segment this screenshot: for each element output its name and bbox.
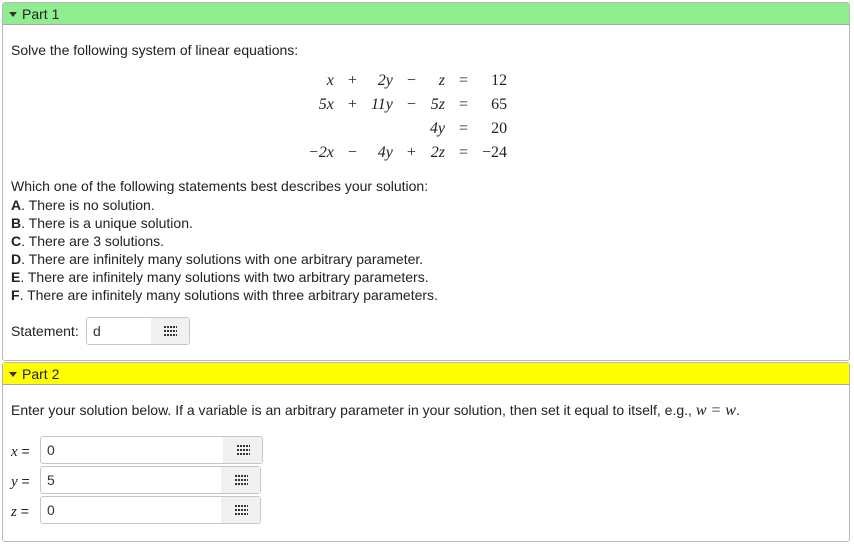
equation-cell-text: −2x — [308, 144, 334, 161]
equation-operator — [398, 69, 425, 93]
y-label — [11, 473, 30, 491]
equation-operator — [450, 93, 477, 117]
equation-constant — [477, 69, 512, 93]
equation-cell-text: = — [459, 120, 469, 137]
keyboard-grid-icon — [235, 475, 248, 485]
question-text: Which one of the following statements best describes your solution: — [11, 178, 429, 194]
y-answer-box — [40, 466, 261, 494]
statement-input[interactable]: d — [87, 318, 153, 344]
choice-item — [11, 196, 438, 214]
choice-text: . There are infinitely many solutions with one arbitrary parameter. — [21, 251, 424, 267]
part-2-instruction — [11, 402, 740, 420]
choice-list — [11, 196, 438, 304]
triangle-down-icon — [9, 12, 17, 17]
equation-term — [425, 141, 450, 165]
equation-operator — [339, 93, 366, 117]
equation-cell-text: − — [347, 144, 357, 161]
choice-item — [11, 250, 438, 268]
choice-text: . There are infinitely many solutions with two arbitrary parameters. — [20, 269, 429, 285]
equation-term — [366, 141, 398, 165]
equation-operator — [450, 69, 477, 93]
instruction-text: Enter your solution below. If a variable is an arbitrary parameter in your solution, then set it equal to itself, e.g., — [11, 402, 696, 418]
keyboard-grid-icon — [235, 505, 248, 515]
equation-row — [303, 141, 512, 165]
z-answer-box — [40, 496, 261, 524]
equation-system — [303, 69, 512, 165]
equation-operator — [339, 69, 366, 93]
keyboard-grid-icon — [164, 326, 177, 336]
equation-constant — [477, 117, 512, 141]
equation-cell-text: − — [406, 72, 416, 89]
equation-term — [366, 117, 398, 141]
choice-letter: D — [11, 251, 22, 267]
part-2-panel — [2, 362, 850, 542]
choice-item — [11, 232, 438, 250]
choice-item — [11, 268, 438, 286]
equation-cell-text: = — [459, 144, 469, 161]
z-eq: = — [16, 503, 29, 519]
equation-operator — [450, 141, 477, 165]
equation-row — [303, 69, 512, 93]
part-2-header[interactable] — [3, 363, 849, 385]
equation-term — [303, 141, 339, 165]
equation-cell-text: = — [459, 72, 469, 89]
x-var: x — [11, 444, 18, 460]
equation-cell-text: + — [406, 144, 416, 161]
choice-text: . There is no solution. — [21, 197, 155, 213]
equation-operator — [339, 117, 366, 141]
equation-operator — [398, 141, 425, 165]
part-1-title: Part 1 — [22, 6, 60, 22]
statement-keyboard-button[interactable] — [151, 318, 189, 344]
equation-cell-text: − — [406, 96, 416, 113]
equation-operator — [398, 93, 425, 117]
x-input[interactable]: 0 — [41, 437, 225, 463]
equation-cell-text: 65 — [491, 96, 508, 113]
statement-answer-box — [86, 317, 190, 345]
y-var: y — [11, 474, 18, 490]
choice-text: . There are 3 solutions. — [21, 233, 165, 249]
equation-constant — [477, 93, 512, 117]
equation-cell-text: 2z — [430, 144, 445, 161]
part-2-title: Part 2 — [22, 366, 60, 382]
choice-text: . There are infinitely many solutions with three arbitrary parameters. — [19, 287, 438, 303]
equation-cell-text: + — [347, 72, 357, 89]
choice-item — [11, 214, 438, 232]
part-1-prompt: Solve the following system of linear equations: — [11, 42, 299, 58]
equation-cell-text: 4y — [429, 120, 445, 137]
x-eq: = — [17, 443, 30, 459]
equation-operator — [339, 141, 366, 165]
equation-term — [366, 93, 398, 117]
equation-cell-text: 11y — [370, 96, 393, 113]
choice-letter: A — [11, 197, 22, 213]
z-var: z — [11, 504, 17, 520]
example-math: w = w — [695, 402, 736, 419]
choice-item — [11, 286, 438, 304]
choice-letter: B — [11, 215, 22, 231]
x-answer-box — [40, 436, 263, 464]
equation-term — [425, 69, 450, 93]
equation-term — [303, 69, 339, 93]
y-input[interactable]: 5 — [41, 467, 223, 493]
equation-row — [303, 117, 512, 141]
part-1-header[interactable] — [3, 3, 849, 25]
z-label — [11, 503, 29, 521]
x-keyboard-button[interactable] — [223, 437, 262, 463]
equation-cell-text: 2y — [377, 72, 393, 89]
equation-term — [425, 93, 450, 117]
instruction-end: . — [735, 402, 740, 418]
equation-cell-text: + — [347, 96, 357, 113]
equation-cell-text: 4y — [377, 144, 393, 161]
equation-cell-text: 20 — [491, 120, 508, 137]
choice-letter: F — [11, 287, 20, 303]
choice-letter: E — [11, 269, 21, 285]
triangle-down-icon — [9, 372, 17, 377]
equation-term — [366, 69, 398, 93]
equation-term — [303, 93, 339, 117]
equation-row — [303, 93, 512, 117]
equation-cell-text: = — [459, 96, 469, 113]
choice-letter: C — [11, 233, 22, 249]
equation-term — [303, 117, 339, 141]
choice-text: . There is a unique solution. — [21, 215, 193, 231]
z-input[interactable]: 0 — [41, 497, 223, 523]
equation-cell-text: 5x — [318, 96, 334, 113]
equation-constant — [477, 141, 512, 165]
equation-cell-text: 5z — [430, 96, 445, 113]
y-keyboard-button[interactable] — [221, 467, 260, 493]
equation-cell-text: −24 — [482, 144, 508, 161]
equation-operator — [450, 117, 477, 141]
z-keyboard-button[interactable] — [221, 497, 260, 523]
y-eq: = — [17, 473, 30, 489]
statement-label: Statement: — [11, 323, 79, 339]
x-label — [11, 443, 30, 461]
equation-term — [425, 117, 450, 141]
equation-cell-text: 12 — [491, 72, 508, 89]
equation-operator — [398, 117, 425, 141]
part-1-panel — [2, 2, 850, 361]
keyboard-grid-icon — [237, 445, 250, 455]
equation-cell-text: x — [326, 72, 334, 89]
equation-cell-text: z — [438, 72, 445, 89]
